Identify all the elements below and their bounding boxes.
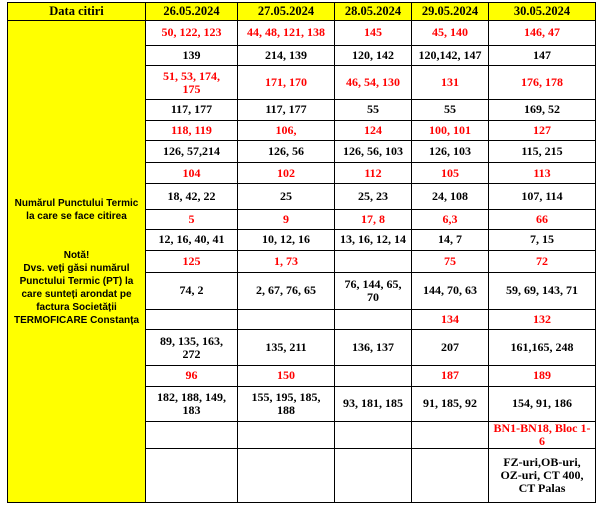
pt-cell: 102 [238, 162, 335, 184]
pt-cell: 125 [146, 251, 238, 273]
pt-cell: 207 [412, 330, 489, 366]
pt-cell: 124 [335, 120, 412, 141]
pt-cell: 6,3 [412, 210, 489, 230]
pt-cell: 2, 67, 76, 65 [238, 272, 335, 309]
pt-cell: 1, 73 [238, 251, 335, 273]
pt-cell: 18, 42, 22 [146, 184, 238, 210]
pt-cell: 74, 2 [146, 272, 238, 309]
pt-cell [335, 366, 412, 387]
pt-cell: 115, 215 [489, 141, 596, 163]
pt-cell: 139 [146, 45, 238, 66]
pt-cell: 169, 52 [489, 100, 596, 121]
pt-cell: 134 [412, 309, 489, 330]
pt-cell: 187 [412, 366, 489, 387]
header-row [8, 3, 596, 21]
pt-cell: 126, 56 [238, 141, 335, 163]
pt-cell: 106, [238, 120, 335, 141]
pt-cell [412, 449, 489, 503]
pt-cell: 150 [238, 366, 335, 387]
pt-cell [238, 449, 335, 503]
pt-cell: 126, 56, 103 [335, 141, 412, 163]
pt-cell: 72 [489, 251, 596, 273]
table-row [8, 21, 596, 46]
pt-cell: 10, 12, 16 [238, 229, 335, 251]
pt-cell: 120, 142 [335, 45, 412, 66]
pt-cell: 117, 177 [146, 100, 238, 121]
pt-cell: 9 [238, 210, 335, 230]
pt-cell [335, 421, 412, 449]
pt-cell [146, 421, 238, 449]
pt-cell: 144, 70, 63 [412, 272, 489, 309]
pt-cell: 145 [335, 21, 412, 46]
pt-cell: 55 [412, 100, 489, 121]
pt-cell [238, 309, 335, 330]
pt-cell: 25, 23 [335, 184, 412, 210]
pt-cell: 55 [335, 100, 412, 121]
pt-cell: 104 [146, 162, 238, 184]
pt-cell: 75 [412, 251, 489, 273]
pt-cell: 89, 135, 163, 272 [146, 330, 238, 366]
pt-cell: 91, 185, 92 [412, 386, 489, 421]
pt-cell: 46, 54, 130 [335, 66, 412, 100]
pt-cell: 100, 101 [412, 120, 489, 141]
pt-cell: 176, 178 [489, 66, 596, 100]
note-body: Dvs. veți găsi numărul Punctului Termic (PT) la care sunteți arondat pe factura Societății TERMOFICARE Constanța [14, 262, 139, 326]
pt-cell: 5 [146, 210, 238, 230]
pt-cell [412, 421, 489, 449]
pt-cell: 7, 15 [489, 229, 596, 251]
pt-cell: 76, 144, 65, 70 [335, 272, 412, 309]
pt-cell: 59, 69, 143, 71 [489, 272, 596, 309]
pt-cell: 13, 16, 12, 14 [335, 229, 412, 251]
pt-cell: 45, 140 [412, 21, 489, 46]
pt-cell: 93, 181, 185 [335, 386, 412, 421]
pt-cell: 126, 103 [412, 141, 489, 163]
pt-cell: 154, 91, 186 [489, 386, 596, 421]
pt-cell: 14, 7 [412, 229, 489, 251]
pt-cell: 155, 195, 185, 188 [238, 386, 335, 421]
pt-cell: 105 [412, 162, 489, 184]
spacer [10, 223, 143, 249]
header-date: 28.05.2024 [335, 3, 412, 21]
pt-cell: 214, 139 [238, 45, 335, 66]
pt-cell: 131 [412, 66, 489, 100]
side-title: Numărul Punctului Termic la care se face citirea [14, 197, 139, 222]
pt-cell: 118, 119 [146, 120, 238, 141]
pt-cell: 147 [489, 45, 596, 66]
pt-cell: 51, 53, 174, 175 [146, 66, 238, 100]
pt-cell: 24, 108 [412, 184, 489, 210]
pt-cell: 120,142, 147 [412, 45, 489, 66]
schedule-body [8, 21, 596, 503]
pt-cell: 126, 57,214 [146, 141, 238, 163]
header-date: 27.05.2024 [238, 3, 335, 21]
pt-cell: 112 [335, 162, 412, 184]
pt-cell: 50, 122, 123 [146, 21, 238, 46]
pt-cell: 135, 211 [238, 330, 335, 366]
pt-cell: 96 [146, 366, 238, 387]
pt-cell: 132 [489, 309, 596, 330]
pt-cell: 146, 47 [489, 21, 596, 46]
pt-cell [335, 449, 412, 503]
header-date: 26.05.2024 [146, 3, 238, 21]
pt-cell: 107, 114 [489, 184, 596, 210]
pt-cell: 117, 177 [238, 100, 335, 121]
pt-cell: 17, 8 [335, 210, 412, 230]
pt-cell: 189 [489, 366, 596, 387]
pt-cell [238, 421, 335, 449]
pt-cell: BN1-BN18, Bloc 1-6 [489, 421, 596, 449]
side-note-cell [8, 21, 146, 503]
header-label: Data citiri [8, 3, 146, 21]
pt-cell: 25 [238, 184, 335, 210]
pt-cell: 171, 170 [238, 66, 335, 100]
pt-cell: 161,165, 248 [489, 330, 596, 366]
pt-cell [335, 309, 412, 330]
reading-schedule-table [7, 2, 596, 503]
pt-cell: 44, 48, 121, 138 [238, 21, 335, 46]
pt-cell: 127 [489, 120, 596, 141]
header-date: 29.05.2024 [412, 3, 489, 21]
note-heading: Notă! [63, 249, 90, 261]
pt-cell: FZ-uri,OB-uri, OZ-uri, CT 400, CT Palas [489, 449, 596, 503]
pt-cell [146, 309, 238, 330]
pt-cell: 12, 16, 40, 41 [146, 229, 238, 251]
header-date: 30.05.2024 [489, 3, 596, 21]
pt-cell: 66 [489, 210, 596, 230]
pt-cell [146, 449, 238, 503]
pt-cell: 113 [489, 162, 596, 184]
pt-cell [335, 251, 412, 273]
pt-cell: 136, 137 [335, 330, 412, 366]
pt-cell: 182, 188, 149, 183 [146, 386, 238, 421]
